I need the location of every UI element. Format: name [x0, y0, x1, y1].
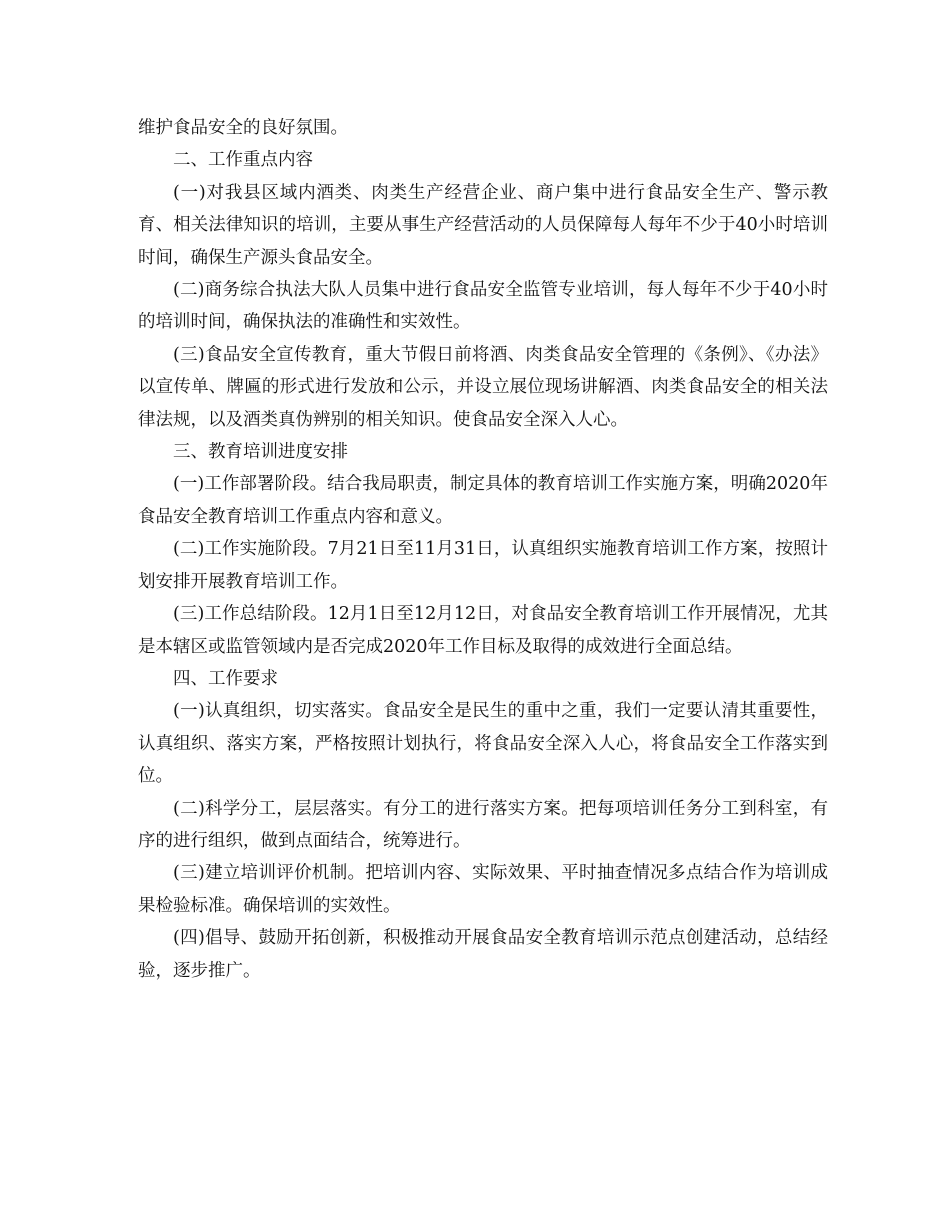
- section-heading-2: 二、工作重点内容: [173, 150, 313, 171]
- paragraph-3-1: (一)工作部署阶段。结合我局职责，制定具体的教育培训工作实施方案，明确2020年食品安全教育培训工作重点内容和意义。: [138, 474, 828, 527]
- paragraph-2-2: (二)商务综合执法大队人员集中进行食品安全监管专业培训，每人每年不少于40小时的培训时间，确保执法的准确性和实效性。: [138, 280, 828, 333]
- paragraph-continuation: 维护食品安全的良好氛围。: [138, 118, 348, 138]
- paragraph-3-2: (二)工作实施阶段。7月21日至11月31日，认真组织实施教育培训工作方案，按照计划安排开展教育培训工作。: [138, 539, 828, 592]
- document-body: [138, 112, 828, 987]
- section-heading-4: 四、工作要求: [173, 668, 278, 689]
- paragraph-2-3: (三)食品安全宣传教育，重大节假日前将酒、肉类食品安全管理的《条例》、《办法》以宣传单、牌匾的形式进行发放和公示，并设立展位现场讲解酒、肉类食品安全的相关法律法规，以及酒类真伪辨别的相关知识。使食品安全深入人心。: [138, 344, 828, 430]
- paragraph-4-3: (三)建立培训评价机制。把培训内容、实际效果、平时抽查情况多点结合作为培训成果检验标准。确保培训的实效性。: [138, 863, 828, 916]
- paragraph-3-3: (三)工作总结阶段。12月1日至12月12日，对食品安全教育培训工作开展情况，尤其是本辖区或监管领域内是否完成2020年工作目标及取得的成效进行全面总结。: [138, 604, 828, 657]
- paragraph-2-1: (一)对我县区域内酒类、肉类生产经营企业、商户集中进行食品安全生产、警示教育、相关法律知识的培训，主要从事生产经营活动的人员保障每人每年不少于40小时培训时间，确保生产源头食品安全。: [138, 182, 828, 268]
- paragraph-4-2: (二)科学分工，层层落实。有分工的进行落实方案。把每项培训任务分工到科室，有序的进行组织，做到点面结合，统筹进行。: [138, 798, 828, 851]
- section-heading-3: 三、教育培训进度安排: [173, 442, 348, 463]
- paragraph-4-4: (四)倡导、鼓励开拓创新，积极推动开展食品安全教育培训示范点创建活动，总结经验，逐步推广。: [138, 928, 828, 981]
- paragraph-4-1: (一)认真组织，切实落实。食品安全是民生的重中之重，我们一定要认清其重要性，认真组织、落实方案，严格按照计划执行，将食品安全深入人心，将食品安全工作落实到位。: [138, 701, 828, 787]
